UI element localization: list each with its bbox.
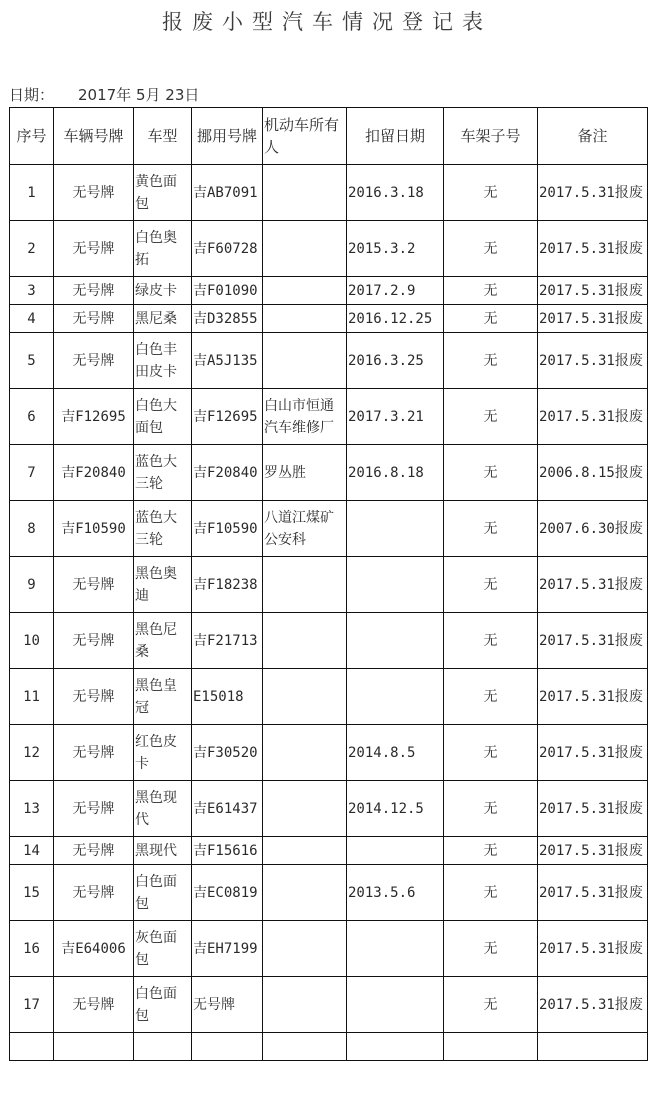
table-row [10,445,648,501]
cell-detained-date: 2016.3.18 [347,165,444,221]
header-owner: 机动车所有人 [263,108,347,165]
cell-used-plate: 吉F18238 [192,557,263,613]
cell-no: 13 [10,781,54,837]
scrapped-vehicle-table [9,107,648,1061]
cell-vin: 无 [444,333,538,389]
cell-type: 白色面包 [134,865,192,921]
cell-type [134,1033,192,1061]
cell-no: 10 [10,613,54,669]
cell-type: 白色奥拓 [134,221,192,277]
cell-no: 1 [10,165,54,221]
cell-used-plate: 吉F12695 [192,389,263,445]
cell-type: 黑色奥迪 [134,557,192,613]
cell-used-plate [192,1033,263,1061]
cell-vin: 无 [444,165,538,221]
cell-detained-date: 2017.3.21 [347,389,444,445]
cell-type: 黄色面包 [134,165,192,221]
cell-type: 黑现代 [134,837,192,865]
cell-vin [444,1033,538,1061]
cell-detained-date [347,837,444,865]
cell-detained-date [347,977,444,1033]
cell-plate: 吉E64006 [54,921,134,977]
cell-type: 黑色现代 [134,781,192,837]
table-row [10,669,648,725]
cell-note: 2017.5.31报废 [538,725,648,781]
cell-used-plate: 吉F20840 [192,445,263,501]
header-note: 备注 [538,108,648,165]
cell-detained-date: 2016.12.25 [347,305,444,333]
cell-note: 2017.5.31报废 [538,977,648,1033]
cell-vin: 无 [444,669,538,725]
cell-detained-date: 2015.3.2 [347,221,444,277]
cell-vin: 无 [444,781,538,837]
cell-owner [263,333,347,389]
table-row [10,781,648,837]
cell-type: 蓝色大三轮 [134,445,192,501]
table-row [10,557,648,613]
cell-owner: 白山市恒通汽车维修厂 [263,389,347,445]
cell-type: 白色丰田皮卡 [134,333,192,389]
cell-vin: 无 [444,865,538,921]
cell-used-plate: 吉EC0819 [192,865,263,921]
cell-no: 7 [10,445,54,501]
cell-owner [263,865,347,921]
header-vin: 车架子号 [444,108,538,165]
cell-plate: 无号牌 [54,277,134,305]
cell-plate: 无号牌 [54,725,134,781]
cell-vin: 无 [444,445,538,501]
cell-detained-date: 2014.12.5 [347,781,444,837]
cell-note: 2017.5.31报废 [538,781,648,837]
cell-note [538,1033,648,1061]
table-header-row [10,108,648,165]
cell-vin: 无 [444,921,538,977]
header-no: 序号 [10,108,54,165]
cell-plate: 无号牌 [54,221,134,277]
document-title: 报废小型汽车情况登记表 [162,10,492,34]
cell-no: 6 [10,389,54,445]
cell-note: 2017.5.31报废 [538,865,648,921]
cell-owner [263,725,347,781]
table-row [10,501,648,557]
cell-used-plate: 吉EH7199 [192,921,263,977]
cell-owner [263,921,347,977]
cell-owner [263,977,347,1033]
cell-type: 绿皮卡 [134,277,192,305]
cell-vin: 无 [444,613,538,669]
table-row [10,389,648,445]
cell-plate: 无号牌 [54,557,134,613]
date-value: 2017年 5月 23日 [78,86,200,104]
table-row [10,865,648,921]
cell-no: 8 [10,501,54,557]
cell-plate: 无号牌 [54,669,134,725]
table-row [10,305,648,333]
header-detained-date: 扣留日期 [347,108,444,165]
cell-no: 4 [10,305,54,333]
cell-type: 白色面包 [134,977,192,1033]
cell-owner [263,613,347,669]
cell-plate [54,1033,134,1061]
cell-note: 2017.5.31报废 [538,333,648,389]
cell-note: 2017.5.31报废 [538,221,648,277]
table-row [10,613,648,669]
cell-detained-date: 2017.2.9 [347,277,444,305]
cell-vin: 无 [444,557,538,613]
cell-no: 12 [10,725,54,781]
table-row [10,333,648,389]
cell-plate: 无号牌 [54,977,134,1033]
cell-note: 2007.6.30报废 [538,501,648,557]
cell-detained-date: 2016.3.25 [347,333,444,389]
cell-used-plate: 吉A5J135 [192,333,263,389]
cell-detained-date: 2016.8.18 [347,445,444,501]
cell-vin: 无 [444,221,538,277]
cell-no: 17 [10,977,54,1033]
cell-used-plate: 吉F60728 [192,221,263,277]
cell-no: 2 [10,221,54,277]
table-row [10,221,648,277]
cell-owner [263,277,347,305]
cell-plate: 无号牌 [54,837,134,865]
cell-used-plate: 吉F15616 [192,837,263,865]
cell-detained-date [347,613,444,669]
cell-plate: 吉F12695 [54,389,134,445]
cell-vin: 无 [444,837,538,865]
cell-note: 2017.5.31报废 [538,305,648,333]
cell-detained-date [347,557,444,613]
cell-used-plate: 吉F10590 [192,501,263,557]
cell-note: 2017.5.31报废 [538,165,648,221]
cell-note: 2017.5.31报废 [538,921,648,977]
cell-vin: 无 [444,305,538,333]
cell-vin: 无 [444,501,538,557]
cell-no: 11 [10,669,54,725]
cell-note: 2006.8.15报废 [538,445,648,501]
cell-type: 黑色尼桑 [134,613,192,669]
cell-no: 15 [10,865,54,921]
cell-owner [263,669,347,725]
cell-detained-date [347,669,444,725]
cell-note: 2017.5.31报废 [538,557,648,613]
cell-detained-date [347,501,444,557]
cell-no: 3 [10,277,54,305]
cell-type: 蓝色大三轮 [134,501,192,557]
cell-owner: 罗丛胜 [263,445,347,501]
cell-vin: 无 [444,277,538,305]
cell-note: 2017.5.31报废 [538,613,648,669]
cell-no: 9 [10,557,54,613]
table-row [10,725,648,781]
cell-plate: 无号牌 [54,165,134,221]
header-used-plate: 挪用号牌 [192,108,263,165]
cell-owner [263,837,347,865]
cell-plate: 无号牌 [54,305,134,333]
cell-vin: 无 [444,389,538,445]
table-row [10,165,648,221]
cell-type: 黑尼桑 [134,305,192,333]
table-row [10,837,648,865]
cell-owner [263,1033,347,1061]
cell-plate: 吉F20840 [54,445,134,501]
cell-owner [263,305,347,333]
cell-note: 2017.5.31报废 [538,837,648,865]
cell-plate: 吉F10590 [54,501,134,557]
cell-detained-date [347,1033,444,1061]
cell-used-plate: 吉F01090 [192,277,263,305]
table-row [10,1033,648,1061]
cell-no: 14 [10,837,54,865]
cell-owner: 八道江煤矿公安科 [263,501,347,557]
table-row [10,921,648,977]
cell-no [10,1033,54,1061]
date-line [9,84,199,105]
cell-detained-date: 2013.5.6 [347,865,444,921]
cell-type: 白色大面包 [134,389,192,445]
cell-used-plate: 无号牌 [192,977,263,1033]
cell-used-plate: 吉F30520 [192,725,263,781]
cell-note: 2017.5.31报废 [538,389,648,445]
cell-owner [263,781,347,837]
date-label: 日期： [9,86,55,104]
cell-detained-date [347,921,444,977]
cell-note: 2017.5.31报废 [538,669,648,725]
cell-used-plate: 吉E61437 [192,781,263,837]
cell-used-plate: 吉AB7091 [192,165,263,221]
cell-detained-date: 2014.8.5 [347,725,444,781]
cell-used-plate: 吉F21713 [192,613,263,669]
table-row [10,277,648,305]
cell-vin: 无 [444,977,538,1033]
cell-vin: 无 [444,725,538,781]
cell-no: 16 [10,921,54,977]
cell-owner [263,165,347,221]
header-plate: 车辆号牌 [54,108,134,165]
cell-no: 5 [10,333,54,389]
cell-type: 红色皮卡 [134,725,192,781]
cell-plate: 无号牌 [54,613,134,669]
table-row [10,977,648,1033]
cell-plate: 无号牌 [54,865,134,921]
cell-used-plate: E15018 [192,669,263,725]
cell-type: 灰色面包 [134,921,192,977]
cell-owner [263,557,347,613]
cell-used-plate: 吉D32855 [192,305,263,333]
cell-plate: 无号牌 [54,333,134,389]
cell-note: 2017.5.31报废 [538,277,648,305]
cell-type: 黑色皇冠 [134,669,192,725]
cell-owner [263,221,347,277]
header-type: 车型 [134,108,192,165]
cell-plate: 无号牌 [54,781,134,837]
